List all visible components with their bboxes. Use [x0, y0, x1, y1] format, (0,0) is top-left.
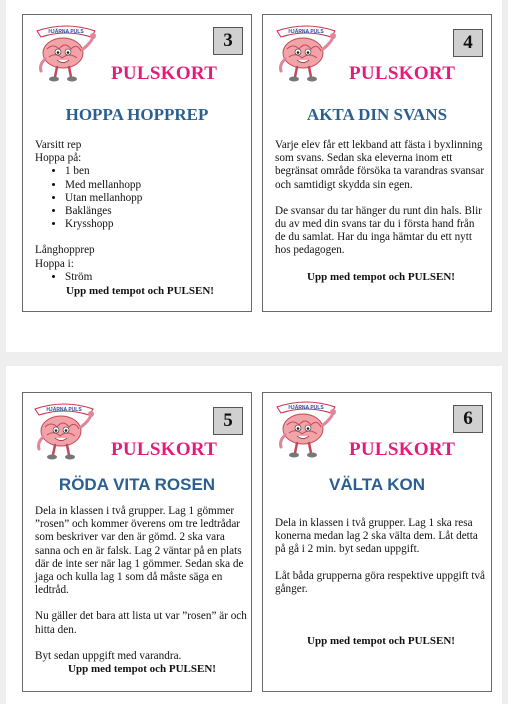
card-title: VÄLTA KON [328, 475, 425, 494]
card-number: 4 [453, 29, 483, 57]
pulskort-logo: PULSKORT [349, 63, 456, 84]
pulskort-logo: PULSKORT [111, 63, 218, 84]
card-title: HOPPA HOPPREP [65, 105, 209, 124]
brain-mascot-icon [29, 397, 99, 463]
list-item: • 1 ben [65, 165, 245, 178]
card-body [275, 139, 487, 284]
card-title: AKTA DIN SVANS [306, 105, 448, 124]
long-rope-text: Långhopprep [35, 244, 95, 257]
card-number: 5 [213, 407, 243, 435]
equipment-text: Varsitt rep [35, 139, 82, 151]
closing-text: Upp med tempot och PULSEN! [307, 270, 455, 283]
card-paragraph: Låt båda grupperna göra respektive uppgift två gånger. [275, 569, 485, 595]
card-paragraph: De svansar du tar hänger du runt din hals. Blir du av med din svans tar du i första hand från de du samlat. Har du inga hämtar du ett nytt hos pedagogen. [275, 204, 482, 257]
card-title: RÖDA VITA ROSEN [58, 475, 216, 494]
closing-text: Upp med tempot och PULSEN! [307, 635, 455, 648]
jump-heading: Hoppa på: [35, 152, 82, 165]
card-body [35, 505, 249, 676]
card-4 [262, 14, 492, 312]
page-bottom [6, 366, 502, 704]
card-body [35, 139, 245, 298]
brain-mascot-icon [271, 19, 341, 85]
card-paragraph: Byt sedan uppgift med varandra. [35, 649, 182, 662]
card-paragraph: Nu gäller det bara att lista ut var ”rosen” är och hitta den. [35, 610, 247, 636]
brain-mascot-icon [271, 395, 341, 461]
list-item: • Ström [65, 271, 245, 284]
jump-list [35, 165, 245, 231]
list-item: • Med mellanhopp [65, 179, 245, 192]
brain-mascot-icon [31, 19, 101, 85]
jump-in-heading: Hoppa i: [35, 257, 74, 270]
card-paragraph: Dela in klassen i två grupper. Lag 1 gömmer ”rosen” och kommer överens om tre ledtrådar som beskriver var den är gömd. 2 ska vara sanna och en är falsk. Lag 2 väntar på en plats där de inte ser när lag 1 gömmer. Sedan ska de jaga och kulla lag 1 som då måste säga en ledtråd. [35, 505, 244, 597]
card-3 [22, 14, 252, 312]
card-paragraph: Varje elev får ett lekband att fästa i byxlinning som svans. Sedan ska eleverna inom ett begränsat område försöka ta varandras svansar och samtidigt skydda sin egen. [275, 139, 485, 191]
card-6 [262, 392, 492, 692]
card-paragraph: Dela in klassen i två grupper. Lag 1 ska resa konerna medan lag 2 ska välta dem. Låt detta på gå i 2 min. byt sedan uppgift. [275, 517, 478, 556]
card-5 [22, 392, 252, 692]
list-item: • Krysshopp [65, 218, 245, 231]
page-top [6, 0, 502, 352]
closing-text: Upp med tempot och PULSEN! [68, 663, 216, 676]
card-number: 6 [453, 405, 483, 433]
list-item: • Baklänges [65, 205, 245, 218]
card-number: 3 [213, 27, 243, 55]
pulskort-logo: PULSKORT [349, 439, 456, 460]
jump-in-list [35, 271, 245, 284]
pulskort-logo: PULSKORT [111, 439, 218, 460]
list-item: • Utan mellanhopp [65, 192, 245, 205]
closing-text: Upp med tempot och PULSEN! [66, 285, 214, 298]
card-body [275, 517, 487, 648]
